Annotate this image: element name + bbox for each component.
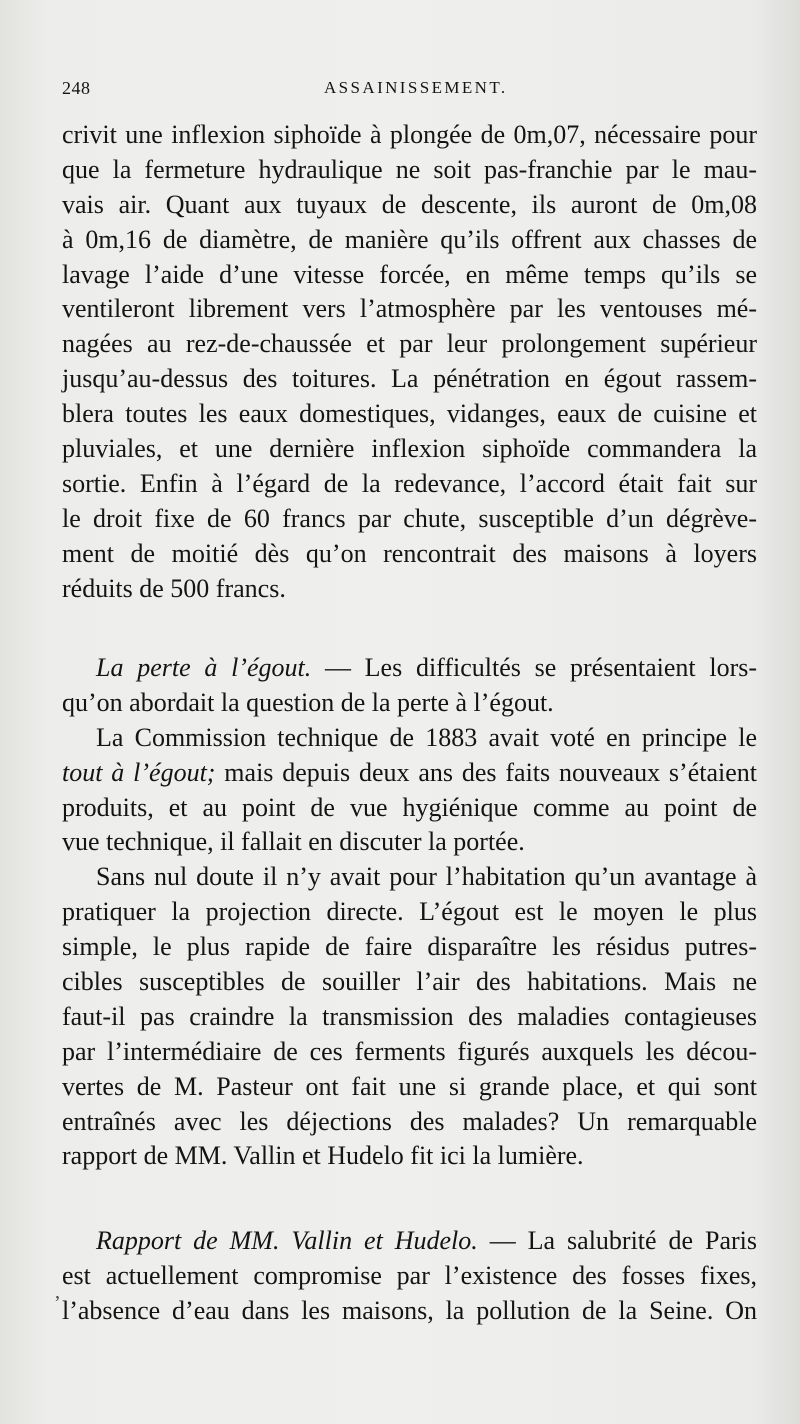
text-line: entraînés avec les déjections des malades? Un remarquable (62, 1106, 757, 1136)
text-line: ment de moitié dès qu’on rencontrait des maisons à loyers (62, 538, 757, 568)
text-line: vais air. Quant aux tuyaux de descente, ils auront de 0m,08 (62, 189, 757, 219)
text-line: produits, et au point de vue hygiénique comme au point de (62, 792, 757, 822)
page-header (62, 78, 757, 102)
text-line: jusqu’au-dessus des toitures. La pénétration en égout rassem- (62, 364, 757, 394)
text-line: qu’on abordait la question de la perte à l’égout. (62, 687, 554, 717)
text-line: réduits de 500 francs. (62, 573, 286, 603)
text-line: lavage l’aide d’une vitesse forcée, en même temps qu’ils se (62, 259, 757, 289)
text-run: — La salubrité de Paris (477, 1226, 757, 1255)
page-number: 248 (62, 78, 91, 98)
body-text-middle (62, 651, 757, 1174)
text-run: mais depuis deux ans des faits nouveaux s’étaient (215, 757, 757, 787)
text-line: cibles susceptibles de souiller l’air des habitations. Mais ne (62, 967, 757, 997)
text-line (62, 756, 757, 791)
text-line: La Commission technique de 1883 avait voté en principe le (96, 722, 757, 752)
text-line: vertes de M. Pasteur ont fait une si grande place, et qui sont (62, 1071, 757, 1101)
text-line: est actuellement compromise par l’existence des fosses fixes, (62, 1260, 757, 1290)
text-line: rapport de MM. Vallin et Hudelo fit ici la lumière. (62, 1141, 584, 1171)
text-line: sortie. Enfin à l’égard de la redevance, l’accord était fait sur (62, 468, 757, 498)
paragraph-commission (62, 721, 757, 861)
text-line: faut-il pas craindre la transmission des maladies contagieuses (62, 1001, 757, 1031)
running-title: ASSAINISSEMENT. (324, 78, 508, 97)
text-line (62, 651, 757, 686)
text-line: simple, le plus rapide de faire disparaître les résidus putres- (62, 932, 757, 962)
paragraph-sans-nul-doute (62, 860, 757, 1174)
text-line: à 0m,16 de diamètre, de manière qu’ils offrent aux chasses de (62, 224, 757, 254)
text-line: pluviales, et une dernière inflexion siphoïde commandera la (62, 434, 757, 464)
section-heading-italic: La perte à l’égout. (96, 653, 312, 682)
text-line: l’absence d’eau dans les maisons, la pollution de la Seine. On (62, 1295, 757, 1325)
body-text-bottom (62, 1224, 757, 1329)
paragraph-rapport (62, 1224, 757, 1329)
text-line: ventileront librement vers l’atmosphère par les ventouses mé- (62, 294, 757, 324)
paragraph-perte-a-l-egout (62, 651, 757, 721)
text-line: pratiquer la projection directe. L’égout est le moyen le plus (62, 897, 757, 927)
text-line: vue technique, il fallait en discuter la portée. (62, 827, 525, 857)
text-line: nagées au rez-de-chaussée et par leur prolongement supérieur (62, 329, 757, 359)
text-line (62, 1224, 757, 1259)
paragraph-continuation (62, 118, 757, 606)
text-line: par l’intermédiaire de ces ferments figurés auxquels les décou- (62, 1036, 757, 1066)
text-line: Sans nul doute il n’y avait pour l’habitation qu’un avantage à (96, 862, 757, 892)
italic-phrase: tout à l’égout; (62, 757, 216, 787)
text-line: le droit fixe de 60 francs par chute, susceptible d’un dégrève- (62, 503, 757, 533)
text-line: blera toutes les eaux domestiques, vidanges, eaux de cuisine et (62, 399, 757, 429)
text-run: — Les difficultés se présentaient lors- (311, 653, 757, 682)
body-text-top (62, 118, 757, 606)
section-heading-italic: Rapport de MM. Vallin et Hudelo. (96, 1226, 478, 1255)
text-line: crivit une inflexion siphoïde à plongée de 0m,07, nécessaire pour (62, 120, 757, 149)
print-speck: ’ (54, 1292, 61, 1314)
text-line: que la fermeture hydraulique ne soit pas-franchie par le mau- (62, 154, 757, 184)
